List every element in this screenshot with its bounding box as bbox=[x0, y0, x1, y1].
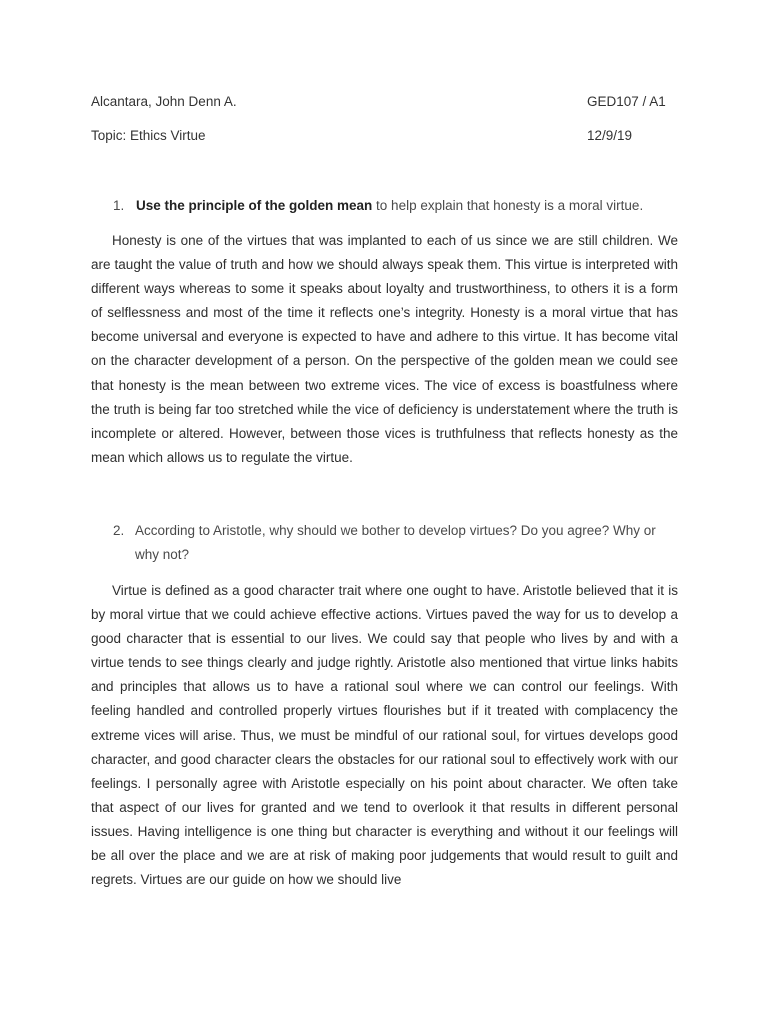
question-1 bbox=[113, 194, 683, 218]
course-section: GED107 / A1 bbox=[587, 94, 666, 109]
question-2-number: 2. bbox=[113, 523, 125, 538]
question-1-text bbox=[113, 194, 683, 218]
question-1-bold: Use the principle of the golden mean bbox=[136, 198, 373, 213]
question-1-number: 1. bbox=[113, 198, 125, 213]
question-2-text: According to Aristotle, why should we bother to develop virtues? Do you agree? Why or why not? bbox=[135, 523, 656, 562]
answer-1-paragraph: Honesty is one of the virtues that was implanted to each of us since we are still children. We are taught the value of truth and how we should always speak them. This virtue is interpreted with different ways whereas to some it speaks about loyalty and trustworthiness, to others it is a form of selflessness and most of the time it reflects one’s integrity. Honesty is a moral virtue that has become universal and everyone is expected to have and adhere to this virtue. It has become vital on the character development of a person. On the perspective of the golden mean we could see that honesty is the mean between two extreme vices. The vice of excess is boastfulness where the truth is being far too stretched while the vice of deficiency is understatement where the truth is incomplete or altered. However, between those vices is truthfulness that reflects honesty as the mean which allows us to regulate the virtue. bbox=[91, 233, 678, 465]
document-date: 12/9/19 bbox=[587, 128, 633, 143]
answer-2-paragraph: Virtue is defined as a good character trait where one ought to have. Aristotle believed that it is by moral virtue that we could achieve effective actions. Virtues paved the way for us to develop a good character that is essential to our lives. We could say that people who lives by and with a virtue tends to see things clearly and judge rightly. Aristotle also mentioned that virtue links habits and principles that allows us to have a rational soul where we can control our feelings. With feeling handled and controlled properly virtues flourishes but if it treated with complacency the extreme vices will arise. Thus, we must be mindful of our rational soul, for virtues develops good character, and good character clears the obstacles for our rational soul to effectively work with our feelings. I personally agree with Aristotle especially on his point about character. We often take that aspect of our lives for granted and we tend to overlook it that results in different personal issues. Having intelligence is one thing but character is everything and without it our feelings will be all over the place and we are at risk of making poor judgements that would result to guilt and regrets. Virtues are our guide on how we should live bbox=[91, 583, 678, 888]
question-1-rest: to help explain that honesty is a moral virtue. bbox=[372, 198, 644, 213]
topic-line: Topic: Ethics Virtue bbox=[91, 128, 206, 143]
student-name: Alcantara, John Denn A. bbox=[91, 94, 237, 109]
question-2 bbox=[113, 519, 683, 567]
